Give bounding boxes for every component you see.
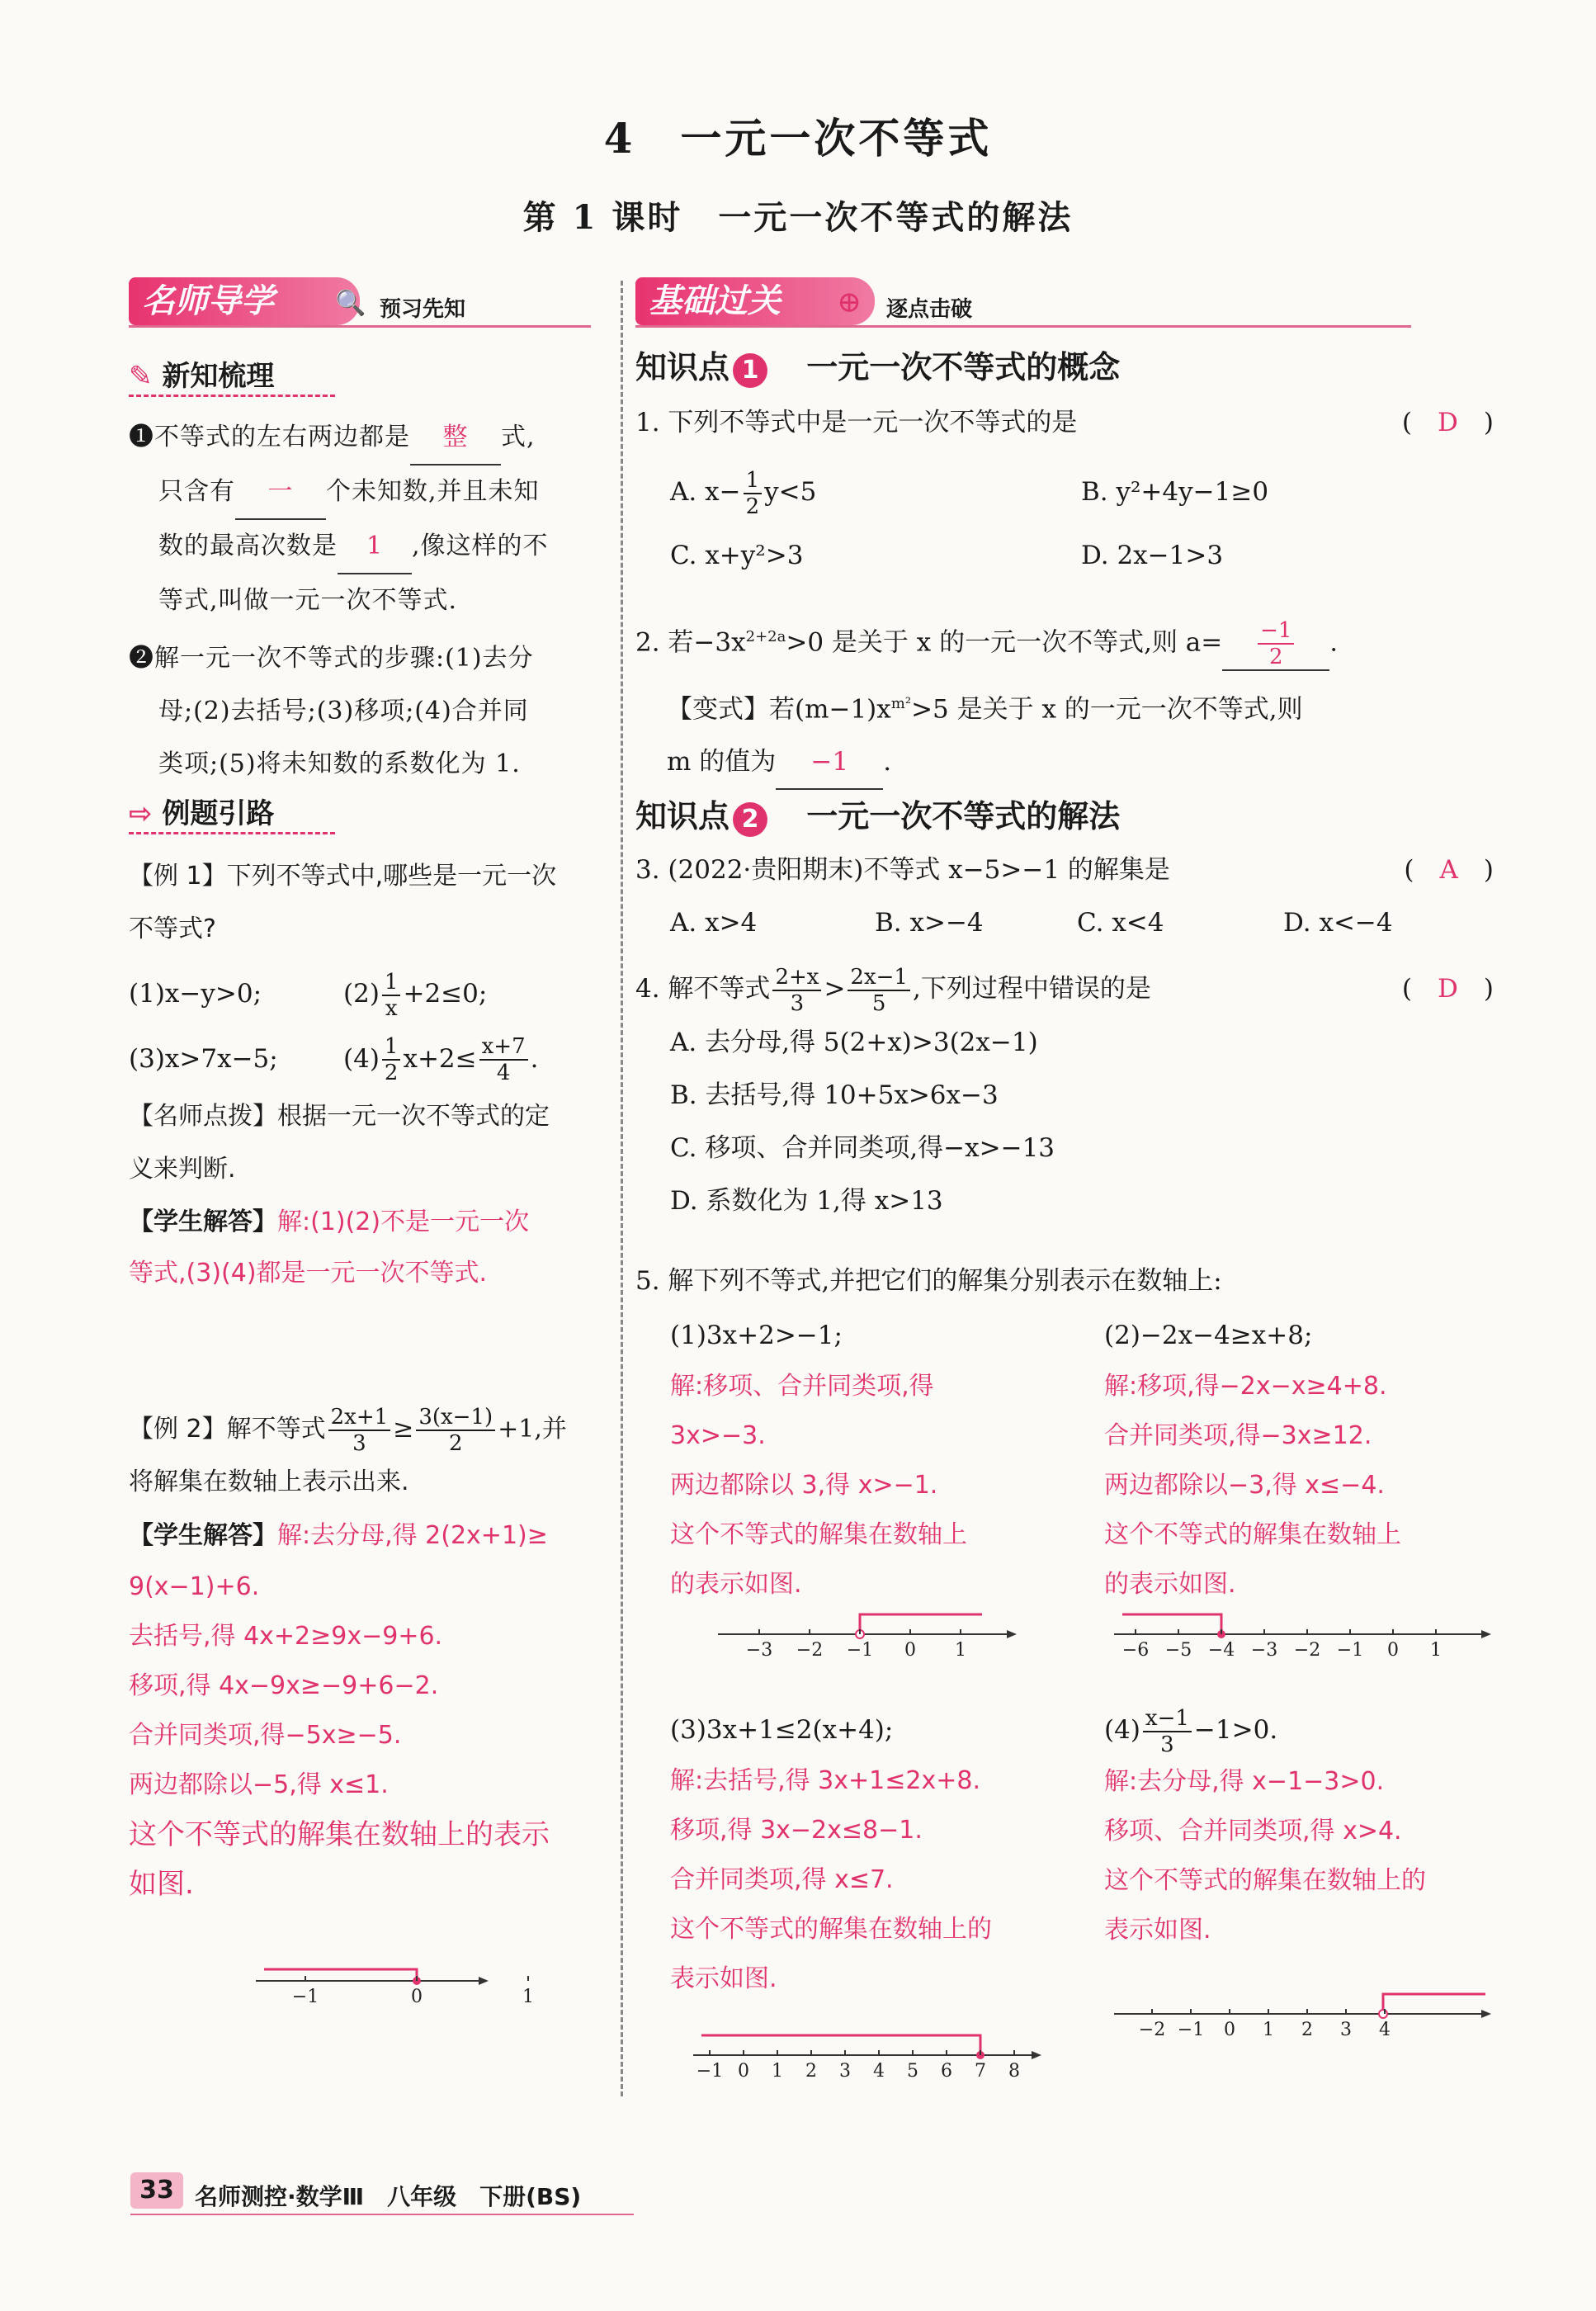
solution-line: 解:去分母,得 x−1−3>0.	[1104, 1766, 1385, 1796]
tick-label: 0	[738, 2061, 749, 2082]
section-underline	[129, 395, 335, 397]
example-1: 【例 1】下列不等式中,哪些是一元一次 不等式? (1)x−y>0; (2) $\frac{1}{x}$ +2≤0; (3)x>7x−5; (4) $\frac{1}{2}$ x+2≤ $\frac{x+7}{4}$ . 【名师点拨】根据一元一次不等式的定 义来判断. 【学生解答】解:(1)(2)不是一元一次 等式,(3)(4)都是一元一次不等式.	[129, 862, 557, 1288]
q5-part2: (2)−2x−4≥x+8; 解:移项,得−2x−x≥4+8. 合并同类项,得−3x≥12. 两边都除以−3,得 x≤−4. 这个不等式的解集在数轴上 的表示如图.	[1104, 1309, 1517, 1609]
section-examples	[129, 791, 274, 831]
blank-answer: 1	[338, 520, 412, 574]
solution-line: 移项、合并同类项,得 x>4.	[1104, 1816, 1402, 1845]
solution-line: 这个不等式的解集在数轴上的	[670, 1915, 992, 1944]
solution-line: 3x>−3.	[670, 1421, 766, 1450]
tick-label: 3	[839, 2061, 851, 2082]
tick-label: 5	[907, 2061, 918, 2082]
axis-arrow	[1007, 1630, 1017, 1638]
signpost-icon: ⇨	[129, 797, 153, 830]
q5-part1: (1)3x+2>−1; 解:移项、合并同类项,得 3x>−3. 两边都除以 3,得 x>−1. 这个不等式的解集在数轴上 的表示如图.	[670, 1309, 1083, 1609]
question-5: 5. 解下列不等式,并把它们的解集分别表示在数轴上:	[635, 1266, 1222, 1296]
solution-line: 这个不等式的解集在数轴上	[1104, 1520, 1401, 1549]
solution-line: 两边都除以−3,得 x≤−4.	[1104, 1471, 1385, 1500]
solution-line: 这个不等式的解集在数轴上	[670, 1520, 967, 1549]
question-4: 4. 解不等式 $\frac{2+x}{3}$ > $\frac{2x-1}{5}$ ,下列过程中错误的是 ( D ) A. 去分母,得 5(2+x)>3(2x−1) B. 去括号,得 10+5x>6x−3 C. 移项、合并同类项,得−x>−13 D. 系数化为 1,得 x>13	[635, 964, 1494, 1216]
tick-label: 2	[805, 2061, 817, 2082]
magnifier-icon: 🔍	[335, 289, 366, 318]
footer-rule	[130, 2214, 634, 2215]
solution-ray	[860, 1614, 982, 1634]
knowledge-item-1: ❶不等式的左右两边都是 整 式, 只含有 一 个未知数,并且未知 数的最高次数是 1 ,像这样的不 等式,叫做一元一次不等式. ❷解一元一次不等式的步骤:(1)去分 母;(2)去括号;(3)移项;(4)合并同 类项;(5)将未知数的系数化为 1.	[129, 411, 607, 791]
tick-label: −3	[1250, 1640, 1278, 1661]
tick-label: 1	[772, 2061, 783, 2082]
tick-label: 2	[1301, 2020, 1313, 2040]
answer-choice: A	[1439, 855, 1458, 885]
q5-part3-solution	[670, 1756, 1083, 2004]
section-new-knowledge	[129, 353, 274, 394]
column-divider	[621, 281, 623, 2096]
tick-label: 4	[1379, 2020, 1391, 2040]
tick-label: −2	[796, 1640, 824, 1661]
solution-line: 的表示如图.	[670, 1570, 802, 1599]
banner-rule	[129, 325, 591, 328]
question-2: 2. 若$-3x^{2+2a}>0$ 是关于 x 的一元一次不等式,则 a= $\frac{-1}{2}$ . 【变式】若$(m-1)x^{m^2}>5$ 是关于 x 的一元一次不等式,则 m 的值为 −1 .	[635, 611, 1494, 790]
lesson-subtitle: 第 1 课时 一元一次不等式的解法	[522, 198, 1074, 237]
axis-arrow	[479, 1977, 489, 1985]
blank-answer: 一	[235, 466, 326, 520]
q5-part2-solution	[1104, 1362, 1517, 1609]
q5-part1-solution	[670, 1362, 1083, 1609]
tick-label: 4	[873, 2061, 885, 2082]
tick-label: 1	[522, 1987, 534, 2007]
solution-line: 表示如图.	[1104, 1915, 1211, 1945]
tick-label: 3	[1340, 2020, 1352, 2040]
footer-text: 名师测控·数学Ⅲ 八年级 下册(BS)	[195, 2183, 582, 2210]
axis-arrow	[1481, 2010, 1491, 2018]
number-line-q5-2	[1106, 1593, 1502, 1659]
axis-arrow	[1032, 2051, 1041, 2059]
page-title: 4 一元一次不等式	[603, 114, 993, 163]
open-endpoint	[1379, 2010, 1387, 2018]
target-icon: ⊕	[837, 286, 862, 319]
tick-label: 1	[1263, 2020, 1274, 2040]
solution-ray	[264, 1969, 417, 1981]
tick-label: −1	[291, 1987, 319, 2007]
tick-label: −1	[846, 1640, 874, 1661]
tick-label: −4	[1207, 1640, 1235, 1661]
number-line-q5-1	[710, 1593, 1023, 1659]
solution-line: 移项,得 3x−2x≤8−1.	[670, 1816, 923, 1845]
answer-choice: D	[1438, 974, 1458, 1004]
solution-line: 的表示如图.	[1104, 1570, 1236, 1599]
knowledge-point-2: 知识点 2 一元一次不等式的解法	[635, 791, 1120, 837]
solution-line: 解:去括号,得 3x+1≤2x+8.	[670, 1766, 980, 1795]
example-2: 【例 2】解不等式 $\frac{2x+1}{3}$ ≥ $\frac{3(x-1)}{2}$ +1,并 将解集在数轴上表示出来. 【学生解答】解:去分母,得 2(2x+1)≥ 9(x−1)+6. 去括号,得 4x+2≥9x−9+6. 移项,得 4x−9x≥−9+6−2. 合并同类项,得−5x≥−5. 两边都除以−5,得 x≤1. 这个不等式的解集在数轴上的表示 如图.	[129, 1405, 567, 1901]
number-line-q5-3	[685, 2014, 1048, 2080]
banner-rule	[635, 325, 1411, 328]
question-1: 1. 下列不等式中是一元一次不等式的是 ( D ) A. x− $\frac{1}{2}$ y<5 B. y²+4y−1≥0 C. x+y²>3 D. 2x−1>3	[635, 408, 1494, 570]
tick-label: −1	[696, 2061, 724, 2082]
knowledge-point-1: 知识点 1 一元一次不等式的概念	[635, 342, 1120, 388]
tick-label: 0	[1387, 1640, 1399, 1661]
tick-label: −1	[1177, 2020, 1205, 2040]
question-3: 3. (2022·贵阳期末)不等式 x−5>−1 的解集是 ( A ) A. x>4 B. x>−4 C. x<4 D. x<−4	[635, 855, 1494, 938]
section-label: 新知梳理	[162, 360, 275, 393]
banner-sub: 预习先知	[380, 297, 466, 322]
solution-line: 这个不等式的解集在数轴上的	[1104, 1865, 1426, 1895]
section-underline	[129, 832, 335, 834]
tick-label: 8	[1008, 2061, 1020, 2082]
q5-part3: (3)3x+1≤2(x+4); 解:去括号,得 3x+1≤2x+8. 移项,得 3x−2x≤8−1. 合并同类项,得 x≤7. 这个不等式的解集在数轴上的 表示如图.	[670, 1704, 1083, 2004]
tick-label: 0	[904, 1640, 916, 1661]
blank-answer: 整	[410, 411, 501, 466]
solution-line: 解:移项、合并同类项,得	[670, 1372, 934, 1401]
blank-answer: −1	[776, 735, 883, 790]
tick-label: −5	[1164, 1640, 1192, 1661]
solution-line: 合并同类项,得 x≤7.	[670, 1865, 894, 1894]
section-label: 例题引路	[162, 797, 275, 830]
answer-choice: D	[1438, 408, 1458, 437]
tick-label: 6	[941, 2061, 952, 2082]
tick-label: 1	[1430, 1640, 1442, 1661]
solution-ray	[1383, 1994, 1485, 2014]
solution-line: 合并同类项,得−3x≥12.	[1104, 1421, 1372, 1450]
axis-arrow	[1481, 1630, 1491, 1638]
banner-sub: 逐点击破	[886, 297, 973, 322]
banner-label: 名师导学	[142, 282, 274, 320]
number-line-q5-4	[1106, 1973, 1502, 2039]
q5-part4-solution	[1104, 1757, 1517, 1955]
banner-label: 基础过关	[649, 282, 781, 320]
tick-label: −1	[1336, 1640, 1364, 1661]
tick-label: 7	[975, 2061, 986, 2082]
pencil-icon: ✎	[129, 360, 153, 393]
solution-line: 两边都除以 3,得 x>−1.	[670, 1471, 938, 1500]
tick-label: 0	[1224, 2020, 1235, 2040]
q5-part4: (4) $\frac{x-1}{3}$ −1>0. 解:去分母,得 x−1−3>0. 移项、合并同类项,得 x>4. 这个不等式的解集在数轴上的 表示如图.	[1104, 1704, 1517, 1955]
tick-label: −6	[1121, 1640, 1150, 1661]
teacher-guide-banner	[129, 277, 360, 325]
tick-label: 1	[955, 1640, 966, 1661]
tick-label: −2	[1138, 2020, 1166, 2040]
tick-label: 0	[411, 1987, 423, 2007]
solution-line: 解:移项,得−2x−x≥4+8.	[1104, 1372, 1387, 1401]
tick-label: −2	[1293, 1640, 1321, 1661]
number-line-example2	[248, 1940, 534, 2014]
tick-label: −3	[745, 1640, 773, 1661]
solution-ray	[1122, 1614, 1221, 1634]
solution-line: 表示如图.	[670, 1964, 777, 1993]
page-number: 33	[130, 2172, 183, 2209]
